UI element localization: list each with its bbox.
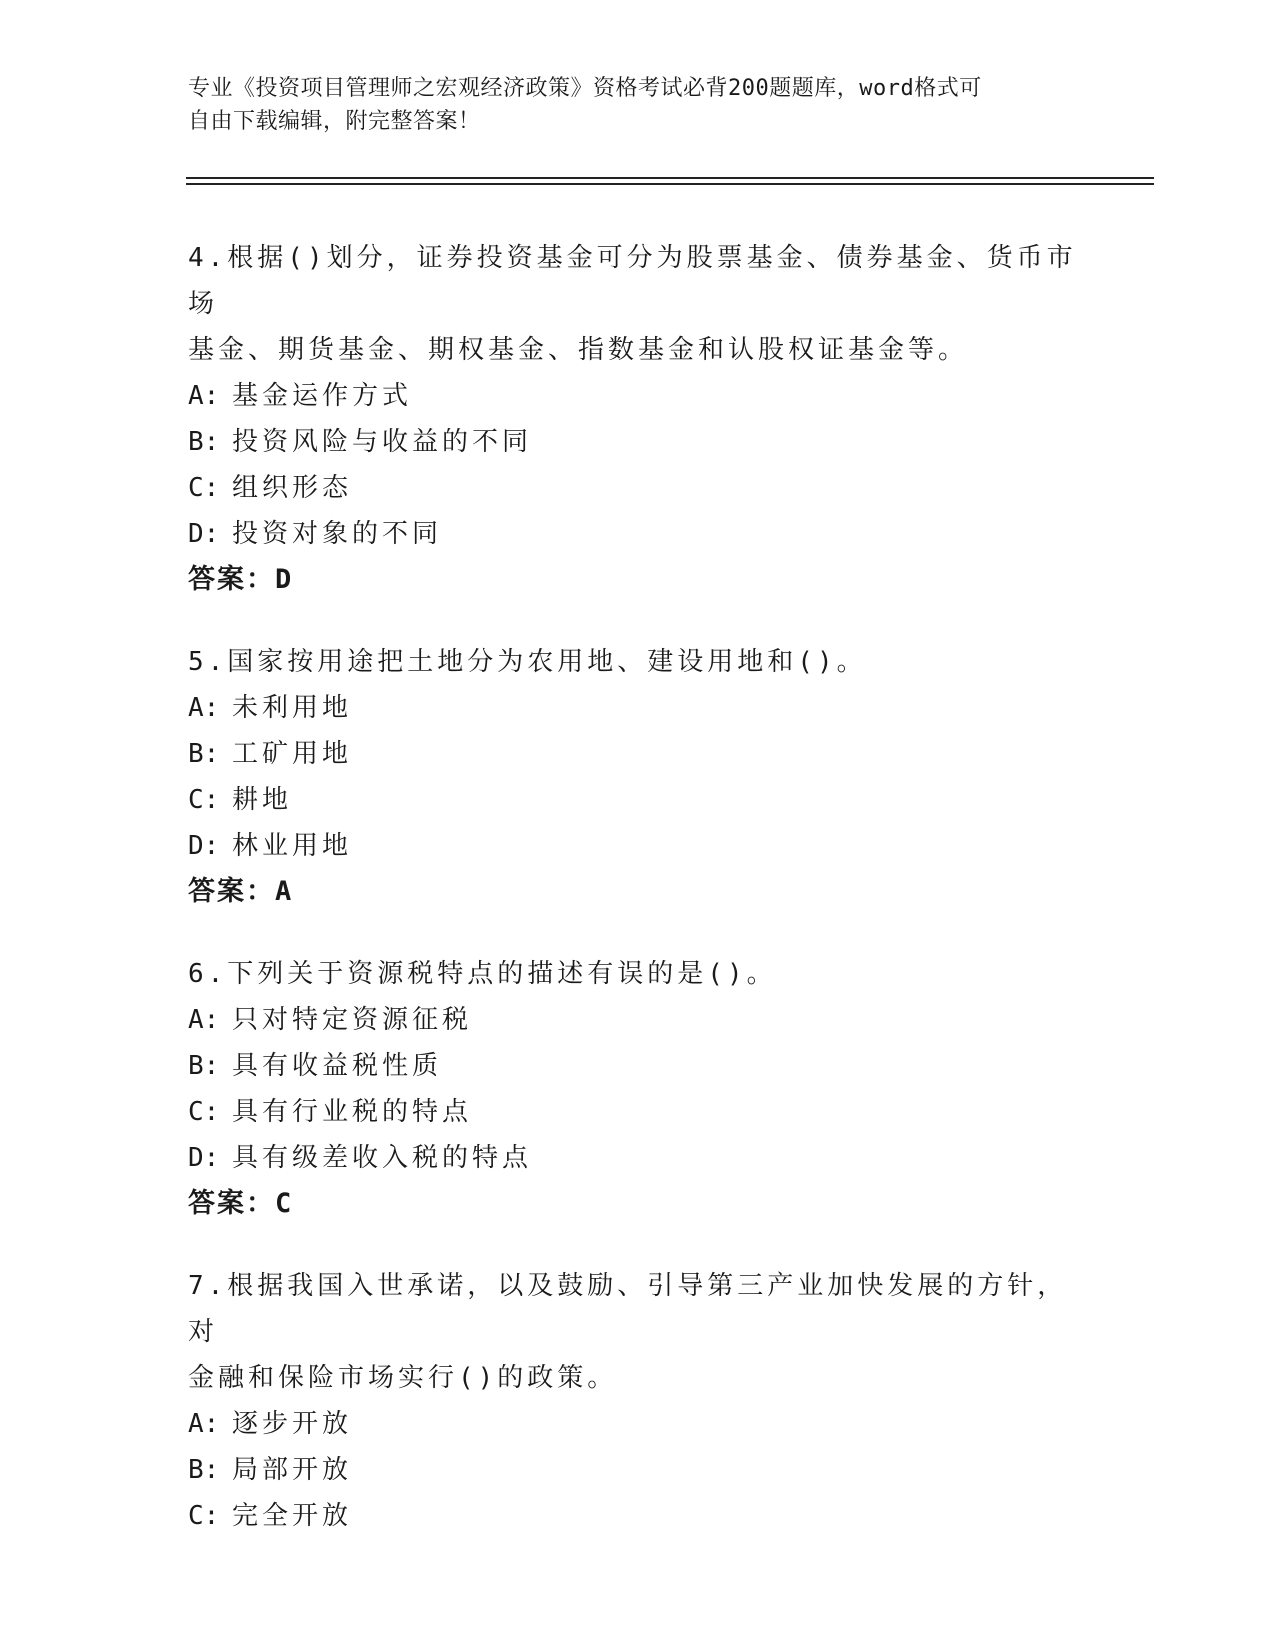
option-d: [188, 823, 1088, 869]
option-b: [188, 1447, 1088, 1493]
answer-prefix: 答案：: [188, 1188, 275, 1219]
option-letter: C:: [188, 1097, 220, 1127]
answer-value: A: [275, 876, 294, 907]
option-text: 工矿用地: [232, 739, 353, 769]
option-text: 林业用地: [232, 831, 353, 861]
option-text: 只对特定资源征税: [232, 1005, 473, 1035]
option-letter: C:: [188, 1501, 220, 1531]
option-a: [188, 685, 1088, 731]
option-b: [188, 1043, 1088, 1089]
question-stem: [188, 639, 1088, 685]
option-letter: D:: [188, 1143, 220, 1173]
question-stem: [188, 951, 1088, 997]
answer-value: D: [275, 564, 294, 595]
option-text: 局部开放: [232, 1455, 353, 1485]
answer-prefix: 答案：: [188, 564, 275, 595]
option-b: [188, 419, 1088, 465]
option-d: [188, 511, 1088, 557]
option-letter: D:: [188, 519, 220, 549]
option-a: [188, 373, 1088, 419]
option-a: [188, 1401, 1088, 1447]
option-letter: B:: [188, 1455, 220, 1485]
stem-line: 5.国家按用途把土地分为农用地、建设用地和()。: [188, 647, 867, 677]
option-c: [188, 465, 1088, 511]
option-d: [188, 1135, 1088, 1181]
option-letter: A:: [188, 1005, 220, 1035]
option-text: 未利用地: [232, 693, 353, 723]
stem-line: 4.根据()划分，证券投资基金可分为股票基金、债券基金、货币市场: [188, 243, 1077, 319]
option-text: 逐步开放: [232, 1409, 353, 1439]
option-text: 具有行业税的特点: [232, 1097, 473, 1127]
option-c: [188, 777, 1088, 823]
question-list: [188, 235, 1088, 1575]
header-line-1: 专业《投资项目管理师之宏观经济政策》资格考试必背200题题库，word格式可: [188, 76, 982, 101]
option-text: 基金运作方式: [232, 381, 413, 411]
option-letter: A:: [188, 693, 220, 723]
option-text: 耕地: [232, 785, 293, 815]
stem-line: 基金、期货基金、期权基金、指数基金和认股权证基金等。: [188, 335, 969, 365]
option-letter: D:: [188, 831, 220, 861]
question-4: [188, 235, 1088, 603]
option-letter: A:: [188, 381, 220, 411]
option-text: 投资风险与收益的不同: [232, 427, 533, 457]
option-letter: A:: [188, 1409, 220, 1439]
option-c: [188, 1493, 1088, 1539]
option-text: 投资对象的不同: [232, 519, 443, 549]
stem-line: 金融和保险市场实行()的政策。: [188, 1363, 618, 1393]
option-text: 组织形态: [232, 473, 353, 503]
header-divider-bottom: [186, 183, 1154, 185]
option-letter: C:: [188, 785, 220, 815]
question-7: [188, 1263, 1088, 1539]
option-text: 完全开放: [232, 1501, 353, 1531]
question-stem: [188, 1263, 1088, 1401]
answer-value: C: [275, 1188, 294, 1219]
header-line-2: 自由下载编辑，附完整答案！: [188, 109, 481, 134]
option-text: 具有级差收入税的特点: [232, 1143, 533, 1173]
answer-prefix: 答案：: [188, 876, 275, 907]
answer-line: [188, 869, 1088, 915]
option-letter: B:: [188, 427, 220, 457]
header-divider-top: [186, 177, 1154, 179]
option-letter: B:: [188, 739, 220, 769]
answer-line: [188, 557, 1088, 603]
option-letter: C:: [188, 473, 220, 503]
stem-line: 6.下列关于资源税特点的描述有误的是()。: [188, 959, 777, 989]
question-6: [188, 951, 1088, 1227]
option-letter: B:: [188, 1051, 220, 1081]
option-c: [188, 1089, 1088, 1135]
document-header: [188, 72, 1088, 138]
option-text: 具有收益税性质: [232, 1051, 443, 1081]
question-stem: [188, 235, 1088, 373]
stem-line: 7.根据我国入世承诺，以及鼓励、引导第三产业加快发展的方针，对: [188, 1271, 1068, 1347]
answer-line: [188, 1181, 1088, 1227]
option-a: [188, 997, 1088, 1043]
option-b: [188, 731, 1088, 777]
question-5: [188, 639, 1088, 915]
